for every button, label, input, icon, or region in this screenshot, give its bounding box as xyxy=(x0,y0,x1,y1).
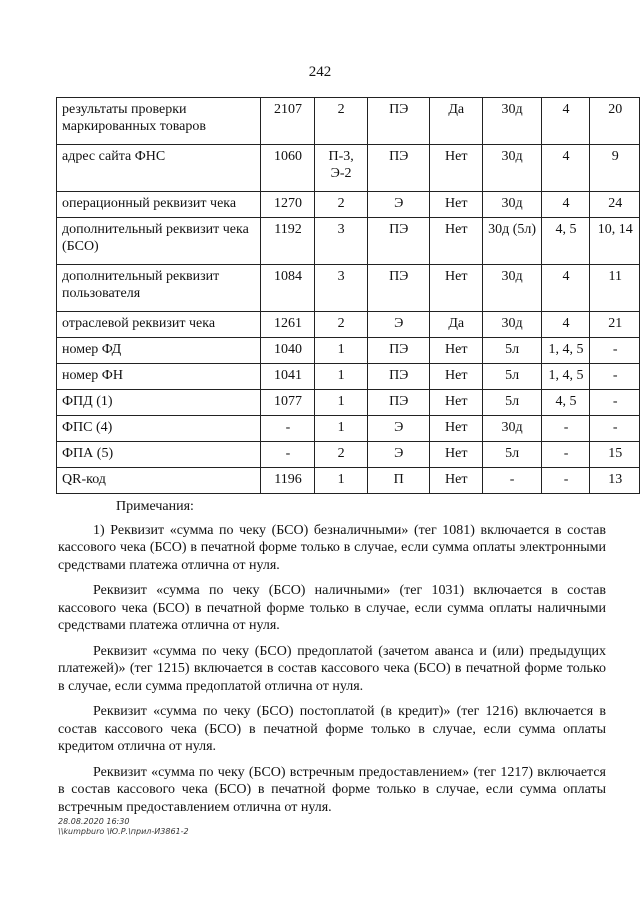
table-cell: 4 xyxy=(541,265,590,312)
table-cell: 30д xyxy=(482,145,541,192)
table-cell: 1 xyxy=(314,416,367,442)
table-cell: Нет xyxy=(429,338,482,364)
table-cell: Да xyxy=(429,312,482,338)
note-paragraph: Реквизит «сумма по чеку (БСО) постоплатой (в кредит)» (тег 1216) включается в состав кассового чека (БСО) в печатной форме только в случае, если сумма оплаты кредитом отлична от нуля. xyxy=(58,704,606,754)
table-cell: Нет xyxy=(429,442,482,468)
table-cell: 4, 5 xyxy=(541,218,590,265)
tag-cell: 1041 xyxy=(261,364,314,390)
requisite-name: отраслевой реквизит чека xyxy=(57,312,261,338)
table-cell: ПЭ xyxy=(367,145,429,192)
tag-cell: 1084 xyxy=(261,265,314,312)
table-cell: 1 xyxy=(314,338,367,364)
footer-path: \\kumpburo \Ю.Р.\прил-И3861-2 xyxy=(58,827,189,836)
table-cell: - xyxy=(541,468,590,494)
table-cell: Да xyxy=(429,98,482,145)
table-cell: 13 xyxy=(590,468,640,494)
note-paragraph: 1) Реквизит «сумма по чеку (БСО) безналичными» (тег 1081) включается в состав кассового чека (БСО) в печатной форме только в случае, если сумма оплаты электронными средствами платежа отлична от нуля. xyxy=(58,522,606,573)
tag-cell: 1270 xyxy=(261,192,314,218)
requisite-name: ФПС (4) xyxy=(57,416,261,442)
table-row xyxy=(57,364,640,390)
table-cell: 30д xyxy=(482,98,541,145)
table-cell: Э xyxy=(367,312,429,338)
table-cell: 30д (5л) xyxy=(482,218,541,265)
table-cell: 1 xyxy=(314,390,367,416)
table-cell: 4 xyxy=(541,192,590,218)
table-cell: 21 xyxy=(590,312,640,338)
table-cell: 2 xyxy=(314,442,367,468)
table-cell: - xyxy=(590,338,640,364)
table-row xyxy=(57,145,640,192)
table-cell: 30д xyxy=(482,312,541,338)
table-cell: 3 xyxy=(314,218,367,265)
table-row xyxy=(57,218,640,265)
tag-cell: - xyxy=(261,416,314,442)
table-cell: Нет xyxy=(429,218,482,265)
table-cell: - xyxy=(482,468,541,494)
table-cell: ПЭ xyxy=(367,364,429,390)
table-cell: Нет xyxy=(429,192,482,218)
table-cell: Нет xyxy=(429,364,482,390)
table-cell: 30д xyxy=(482,265,541,312)
tag-cell: 1261 xyxy=(261,312,314,338)
requisite-name: операционный реквизит чека xyxy=(57,192,261,218)
table-cell: П-3, Э-2 xyxy=(314,145,367,192)
table-cell: 5л xyxy=(482,442,541,468)
tag-cell: - xyxy=(261,442,314,468)
table-cell: Э xyxy=(367,192,429,218)
table-cell: 4 xyxy=(541,98,590,145)
tag-cell: 2107 xyxy=(261,98,314,145)
note-paragraph: Реквизит «сумма по чеку (БСО) предоплатой (зачетом аванса и (или) предыдущих платежей)» (тег 1215) включается в состав кассового чека (БСО) в печатной форме только в случае, если сумма предоплатой отлична от нуля. xyxy=(58,643,606,694)
requisite-name: ФПД (1) xyxy=(57,390,261,416)
table-cell: 24 xyxy=(590,192,640,218)
table-cell: - xyxy=(541,416,590,442)
table-cell: 2 xyxy=(314,192,367,218)
table-cell: ПЭ xyxy=(367,98,429,145)
table-row xyxy=(57,468,640,494)
table-cell: Нет xyxy=(429,416,482,442)
table-row xyxy=(57,312,640,338)
table-cell: 1 xyxy=(314,364,367,390)
table-cell: - xyxy=(590,364,640,390)
page-number: 242 xyxy=(308,64,332,80)
table-cell: Нет xyxy=(429,390,482,416)
table-cell: 1 xyxy=(314,468,367,494)
table-row xyxy=(57,442,640,468)
table-cell: - xyxy=(590,390,640,416)
tag-cell: 1077 xyxy=(261,390,314,416)
table-row xyxy=(57,265,640,312)
requisite-name: номер ФН xyxy=(57,364,261,390)
table-cell: 4, 5 xyxy=(541,390,590,416)
table-cell: 2 xyxy=(314,312,367,338)
table-cell: Э xyxy=(367,442,429,468)
notes-title: Примечания: xyxy=(116,499,194,514)
footer-date: 28.08.2020 16:30 xyxy=(58,817,130,826)
requisite-name: номер ФД xyxy=(57,338,261,364)
table-cell: 20 xyxy=(590,98,640,145)
tag-cell: 1192 xyxy=(261,218,314,265)
table-cell: - xyxy=(590,416,640,442)
table-cell: 5л xyxy=(482,338,541,364)
table-row xyxy=(57,338,640,364)
note-paragraph: Реквизит «сумма по чеку (БСО) встречным предоставлением» (тег 1217) включается в состав кассового чека (БСО) в печатной форме только в случае, если сумма оплаты встречным предоставлением отлична от нуля. xyxy=(58,764,606,815)
tag-cell: 1060 xyxy=(261,145,314,192)
table-cell: ПЭ xyxy=(367,265,429,312)
table-cell: 11 xyxy=(590,265,640,312)
table-cell: ПЭ xyxy=(367,390,429,416)
table-row xyxy=(57,192,640,218)
table-cell: 2 xyxy=(314,98,367,145)
table-row xyxy=(57,390,640,416)
tag-cell: 1196 xyxy=(261,468,314,494)
requisite-name: QR-код xyxy=(57,468,261,494)
requisite-name: дополнительный реквизит чека (БСО) xyxy=(57,218,261,265)
note-paragraph: Реквизит «сумма по чеку (БСО) наличными» (тег 1031) включается в состав кассового чека (БСО) в печатной форме только в случае, если сумма оплаты наличными средствами платежа отлична от нуля. xyxy=(58,583,606,633)
table-cell: 3 xyxy=(314,265,367,312)
table-cell: 10, 14 xyxy=(590,218,640,265)
table-cell: 1, 4, 5 xyxy=(541,364,590,390)
table-cell: 15 xyxy=(590,442,640,468)
requisites-table xyxy=(56,97,640,494)
table-cell: ПЭ xyxy=(367,218,429,265)
notes-section xyxy=(58,498,606,824)
table-cell: 5л xyxy=(482,364,541,390)
table-cell: ПЭ xyxy=(367,338,429,364)
table-row xyxy=(57,416,640,442)
table-cell: Нет xyxy=(429,145,482,192)
table-cell: 30д xyxy=(482,416,541,442)
table-cell: 4 xyxy=(541,145,590,192)
table-row xyxy=(57,98,640,145)
document-footer xyxy=(58,817,189,837)
requisite-name: ФПА (5) xyxy=(57,442,261,468)
table-cell: Э xyxy=(367,416,429,442)
requisite-name: дополнительный реквизит пользователя xyxy=(57,265,261,312)
requisite-name: результаты проверки маркированных товаров xyxy=(57,98,261,145)
requisite-name: адрес сайта ФНС xyxy=(57,145,261,192)
table-cell: - xyxy=(541,442,590,468)
table-cell: 4 xyxy=(541,312,590,338)
tag-cell: 1040 xyxy=(261,338,314,364)
table-cell: 30д xyxy=(482,192,541,218)
table-cell: 1, 4, 5 xyxy=(541,338,590,364)
table-cell: 9 xyxy=(590,145,640,192)
table-cell: 5л xyxy=(482,390,541,416)
table-cell: Нет xyxy=(429,468,482,494)
table-cell: Нет xyxy=(429,265,482,312)
table-cell: П xyxy=(367,468,429,494)
